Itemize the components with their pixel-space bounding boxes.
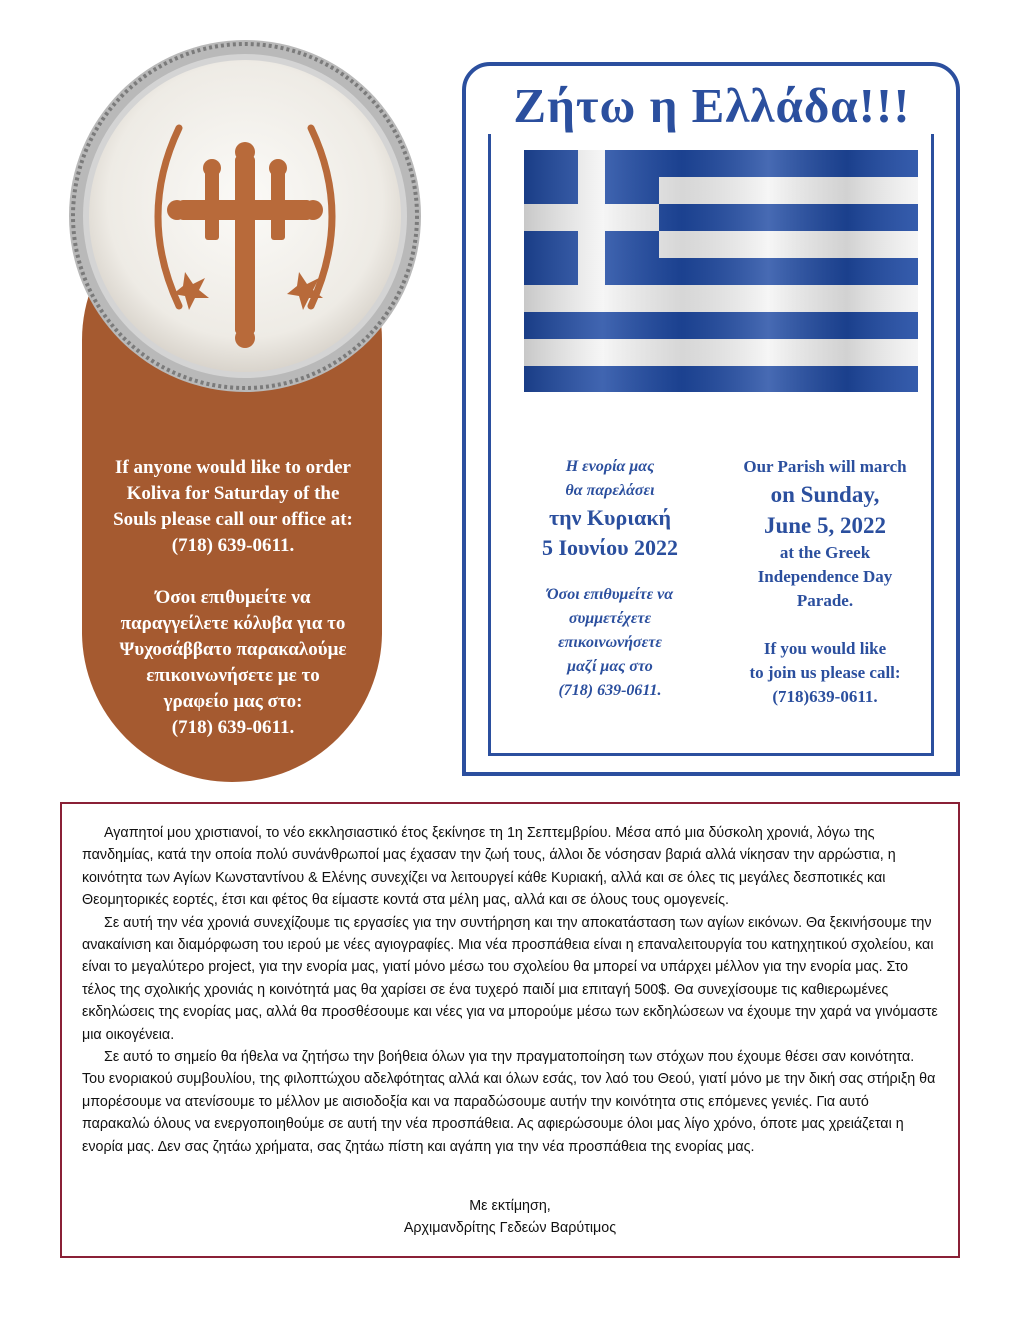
letter-signature-block: [300, 1195, 720, 1239]
koliva-gr-line: γραφείο μας στο:: [163, 691, 303, 712]
parade-en-line: Parade.: [796, 591, 854, 610]
parade-greek-column: [520, 455, 700, 703]
letter-body: [82, 822, 940, 1158]
koliva-gr-line: παραγγείλετε κόλυβα για το: [120, 613, 346, 634]
parade-english-column: [720, 455, 930, 709]
koliva-order-text: [88, 455, 378, 767]
parade-gr-line: Η ενορία μας: [565, 458, 655, 475]
parade-gr-join: συμμετέχετε: [568, 610, 652, 627]
parade-en-line: Independence Day: [757, 567, 893, 586]
parade-gr-phone: (718) 639-0611.: [558, 682, 662, 699]
koliva-phone-greek: (718) 639-0611.: [171, 717, 295, 738]
parade-en-date: on Sunday,: [770, 482, 880, 507]
parade-en-join: If you would like: [763, 639, 887, 658]
koliva-gr-line: επικοινωνήσετε με το: [146, 665, 320, 686]
parade-en-date: June 5, 2022: [763, 513, 887, 538]
koliva-gr-line: Όσοι επιθυμείτε να: [155, 587, 311, 608]
parade-gr-line: θα παρελάσει: [565, 482, 655, 499]
greek-flag-image: [524, 150, 918, 392]
koliva-phone: (718) 639-0611.: [171, 535, 295, 556]
koliva-greek-paragraph: [88, 585, 378, 741]
koliva-english-paragraph: [88, 455, 378, 559]
letter-signature: Αρχιμανδρίτης Γεδεών Βαρύτιμος: [403, 1220, 617, 1236]
letter-paragraph: Σε αυτή την νέα χρονιά συνεχίζουμε τις εργασίες για την συντήρηση και την αποκατάσταση των αγίων εικόνων. Θα ξεκινήσουμε την ανακαίνιση και διαμόρφωση του ιερού με νέες αγιογραφίες. Μια νέα προσπάθεια είναι η επαναλειτουργία του κατηχητικού σχολείου, και είναι το μεγαλύτερο project, για την ενορία μας, γιατί μόνο μέσω του σχολείου θα μπορεί να υπάρχει μέλλον για την ενορία μας. Στο τέλος της σχολικής χρονιάς η κοινότητά μας θα χαρίσει σε ένα τυχερό παιδί μια επιταγή 500$. Θα συνεχίσουμε τις καθιερωμένες εκδηλώσεις της ενορίας μας, αλλά θα προσθέσουμε και νέες για να μπορούμε μέσω των εκδηλώσεων να έχουμε την χαρά να γινόμαστε μια οικογένεια.: [82, 914, 938, 1043]
parade-gr-join: επικοινωνήσετε: [558, 634, 662, 651]
parade-en-line: at the Greek: [779, 543, 871, 562]
parade-gr-date: την Κυριακή: [548, 505, 672, 530]
parade-gr-date: 5 Ιουνίου 2022: [541, 535, 679, 560]
letter-paragraph: Αγαπητοί μου χριστιανοί, το νέο εκκλησιαστικό έτος ξεκίνησε τη 1η Σεπτεμβρίου. Μέσα από μια δύσκολη χρονιά, λόγω της πανδημίας, κατά την οποία πολύ συνάνθρωποί μας έχασαν την ζωή τους, άλλοι δε νόσησαν βαριά αλλά νίκησαν την αρρώστια, η κοινότητα των Αγίων Κωνσταντίνου & Ελένης συνεχίζει να λειτουργεί κάθε Κυριακή, αλλά και σε όλες τις μεγάλες δεσποτικές και Θεομητορικές εορτές, έτσι και φέτος θα είμαστε κοντά στα μέλη μας, αλλά και σε όλους τους ομογενείς.: [82, 825, 896, 909]
koliva-en-line: If anyone would like to order: [115, 457, 351, 478]
parade-en-phone: (718)639-0611.: [772, 687, 878, 706]
letter-paragraph: Σε αυτό το σημείο θα ήθελα να ζητήσω την βοήθεια όλων για την πραγματοποίηση των στόχων που έχουμε θέσει σαν κοινότητα. Του ενοριακού συμβουλίου, της φιλοπτώχου αδελφότητας αλλά και όλων εσάς, τον λαό του Θεού, γιατί μόνο με την δική σας στήριξη θα μπορέσουμε να ατενίσουμε το μέλλον με αισιοδοξία και να παραδώσουμε αυτήν την κοινότητα στις επόμενες γενιές. Για αυτό παρακαλώ όλους να ενεργοποιηθούμε σε αυτή την νέα προσπάθεια. Ας αφιερώσουμε όλοι μας λίγο χρόνο, όποτε μας χρειάζεται η ενορία μας. Δεν σας ζητάω χρήματα, σας ζητάω πίστη και αγάπη για την νέα προσπάθεια της ενορίας μας.: [82, 1049, 936, 1155]
koliva-gr-line: Ψυχοσάββατο παρακαλούμε: [119, 639, 347, 660]
parade-gr-join: μαζί μας στο: [567, 658, 653, 675]
parade-title: Ζήτω η Ελλάδα!!!: [480, 78, 944, 134]
parade-en-line: Our Parish will march: [743, 457, 907, 476]
parade-gr-join: Όσοι επιθυμείτε να: [546, 586, 674, 603]
koliva-en-line: Souls please call our office at:: [113, 509, 353, 530]
koliva-en-line: Koliva for Saturday of the: [126, 483, 340, 504]
parade-en-join: to join us please call:: [749, 663, 901, 682]
letter-closing: Με εκτίμηση,: [469, 1198, 551, 1214]
koliva-tray-image: [67, 38, 423, 394]
